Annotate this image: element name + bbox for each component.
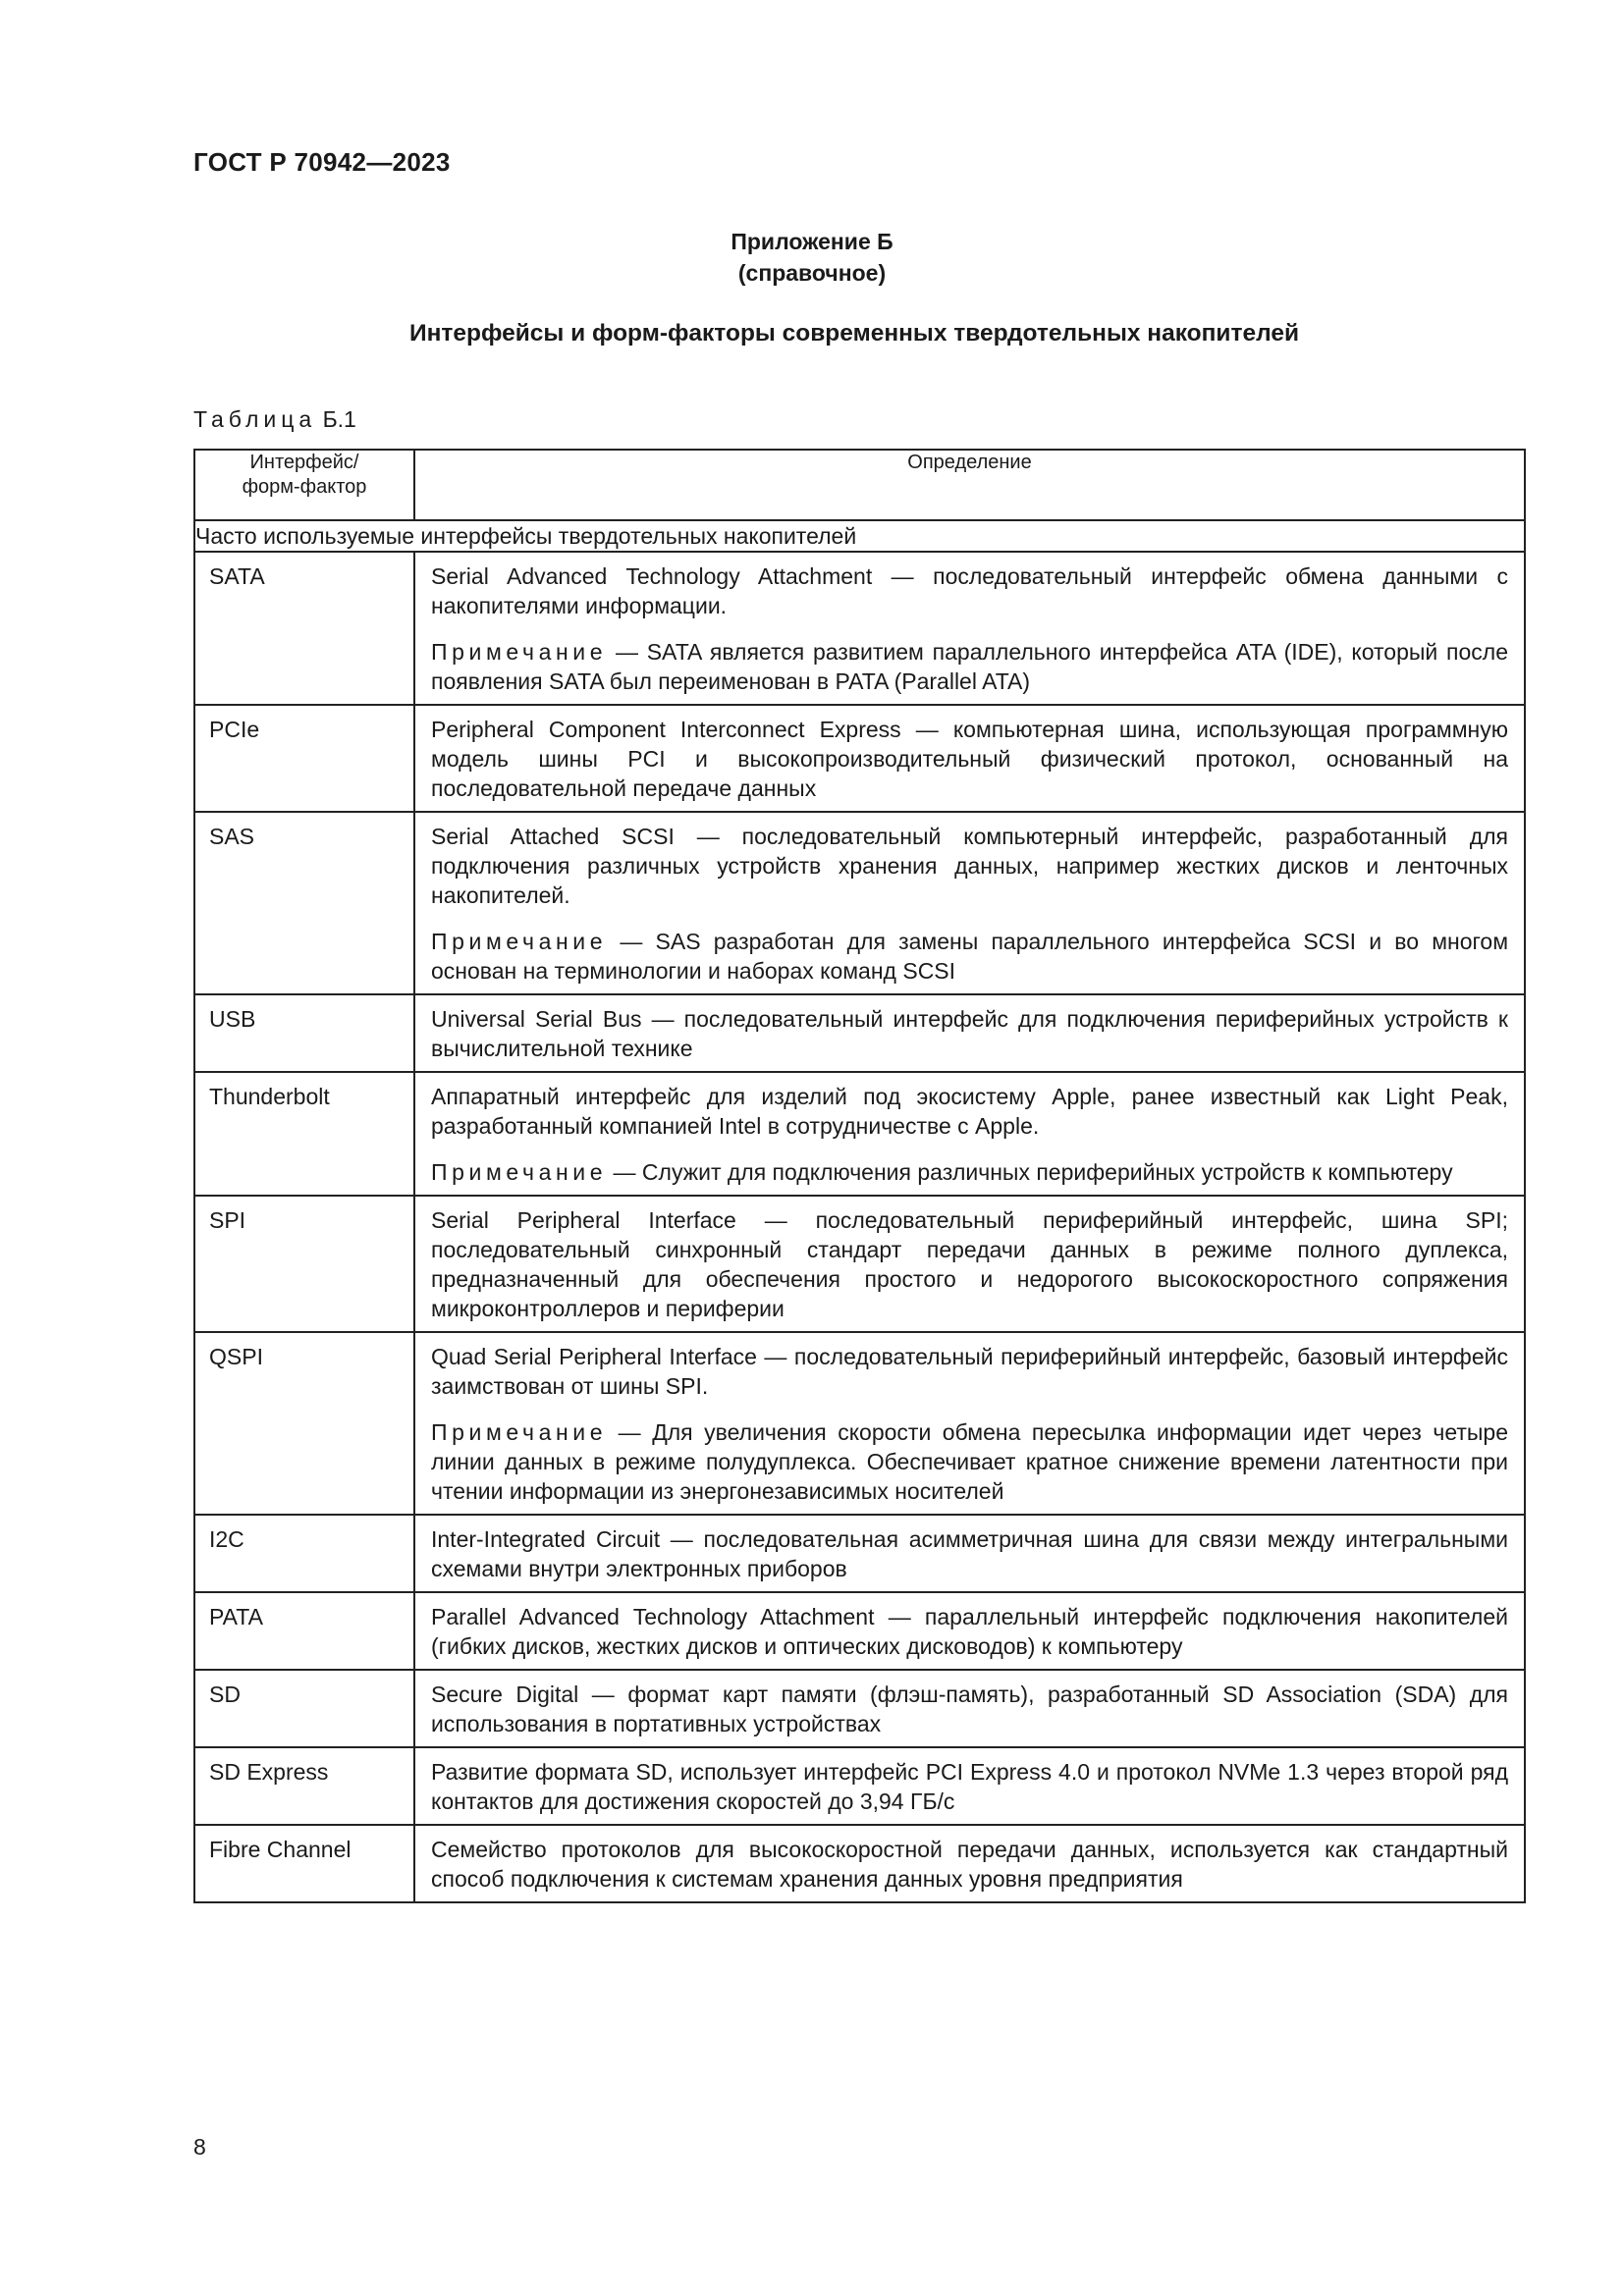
page-number: 8 bbox=[193, 2134, 206, 2160]
table-caption-word: Таблица bbox=[193, 406, 317, 432]
definition-text: Serial Attached SCSI — последовательный компьютерный интерфейс, разработанный для подключения различных устройств хранения данных, например жестких дисков и ленточных накопителей. bbox=[431, 824, 1508, 908]
section-label: Часто используемые интерфейсы твердотельных накопителей bbox=[194, 520, 1525, 552]
row-definition bbox=[414, 1592, 1525, 1670]
table-row bbox=[194, 1670, 1525, 1747]
appendix-type: (справочное) bbox=[737, 260, 887, 286]
row-term: USB bbox=[194, 994, 414, 1072]
row-definition bbox=[414, 812, 1525, 994]
row-term: Thunderbolt bbox=[194, 1072, 414, 1196]
definition-text: Serial Peripheral Interface — последовательный периферийный интерфейс, шина SPI; последовательный синхронный стандарт передачи данных в режиме полного дуплекса, предназначенный для обеспечения простого и недорогого высокоскоростного сопряжения микроконтроллеров и периферии bbox=[431, 1207, 1508, 1321]
row-definition bbox=[414, 1332, 1525, 1515]
row-definition bbox=[414, 1072, 1525, 1196]
note-label: Примечание bbox=[431, 1159, 608, 1185]
table-caption bbox=[193, 406, 356, 433]
table-caption-number: Б.1 bbox=[322, 406, 356, 432]
column-header-definition: Определение bbox=[414, 450, 1525, 520]
definition-text: Peripheral Component Interconnect Express — компьютерная шина, использующая программную модель шины PCI и высокопроизводительный физический протокол, основанный на последовательной передаче данных bbox=[431, 717, 1508, 801]
row-definition bbox=[414, 994, 1525, 1072]
note-label: Примечание bbox=[431, 1419, 608, 1445]
row-term: SD Express bbox=[194, 1747, 414, 1825]
definition-text: Quad Serial Peripheral Interface — последовательный периферийный интерфейс, базовый интерфейс заимствован от шины SPI. bbox=[431, 1344, 1508, 1399]
note-text: — SAS разработан для замены параллельного интерфейса SCSI и во многом основан на терминологии и наборах команд SCSI bbox=[431, 929, 1509, 984]
note-label: Примечание bbox=[431, 639, 608, 665]
note-text: — Служит для подключения различных периферийных устройств к компьютеру bbox=[613, 1159, 1453, 1185]
row-term: I2C bbox=[194, 1515, 414, 1592]
table-row bbox=[194, 552, 1525, 705]
definition-text: Secure Digital — формат карт памяти (флэш-память), разработанный SD Association (SDA) для использования в портативных устройствах bbox=[431, 1682, 1508, 1736]
table-row bbox=[194, 812, 1525, 994]
table-row bbox=[194, 994, 1525, 1072]
row-term: SAS bbox=[194, 812, 414, 994]
definition-text: Universal Serial Bus — последовательный интерфейс для подключения периферийных устройств к вычислительной технике bbox=[431, 1006, 1508, 1061]
table-row bbox=[194, 1825, 1525, 1902]
appendix-title: Интерфейсы и форм-факторы современных твердотельных накопителей bbox=[408, 320, 1300, 347]
definition-text: Inter-Integrated Circuit — последовательная асимметричная шина для связи между интегральными схемами внутри электронных приборов bbox=[431, 1526, 1508, 1581]
definition-text: Аппаратный интерфейс для изделий под экосистему Apple, ранее известный как Light Peak, разработанный компанией Intel в сотрудничестве с Apple. bbox=[431, 1084, 1508, 1139]
table-section-row bbox=[194, 520, 1525, 552]
row-note bbox=[431, 1417, 1508, 1506]
table-row bbox=[194, 705, 1525, 812]
row-note bbox=[431, 927, 1508, 986]
row-term: PATA bbox=[194, 1592, 414, 1670]
row-term: SPI bbox=[194, 1196, 414, 1332]
row-definition bbox=[414, 1747, 1525, 1825]
row-term: SD bbox=[194, 1670, 414, 1747]
note-text: — SATA является развитием параллельного интерфейса ATA (IDE), который после появления SATA был переименован в PATA (Parallel ATA) bbox=[431, 639, 1508, 694]
row-definition bbox=[414, 552, 1525, 705]
table-row bbox=[194, 1196, 1525, 1332]
definition-text: Parallel Advanced Technology Attachment — параллельный интерфейс подключения накопителей (гибких дисков, жестких дисков и оптических дисководов) к компьютеру bbox=[431, 1604, 1508, 1659]
table-row bbox=[194, 1332, 1525, 1515]
note-label: Примечание bbox=[431, 929, 608, 954]
appendix-label: Приложение Б bbox=[731, 229, 893, 254]
definition-text: Семейство протоколов для высокоскоростной передачи данных, используется как стандартный способ подключения к системам хранения данных уровня предприятия bbox=[431, 1837, 1508, 1892]
row-definition bbox=[414, 1670, 1525, 1747]
row-note bbox=[431, 637, 1508, 696]
table-row bbox=[194, 1515, 1525, 1592]
row-definition bbox=[414, 1515, 1525, 1592]
row-term: PCIe bbox=[194, 705, 414, 812]
definition-text: Развитие формата SD, использует интерфейс PCI Express 4.0 и протокол NVMe 1.3 через второй ряд контактов для достижения скоростей до 3,94 ГБ/с bbox=[431, 1759, 1508, 1814]
table-row bbox=[194, 1747, 1525, 1825]
table-row bbox=[194, 1592, 1525, 1670]
appendix-heading bbox=[0, 226, 1624, 289]
row-note bbox=[431, 1157, 1508, 1187]
row-definition bbox=[414, 1196, 1525, 1332]
row-definition bbox=[414, 1825, 1525, 1902]
table-header-row bbox=[194, 450, 1525, 520]
note-text: — Для увеличения скорости обмена пересылка информации идет через четыре линии данных в режиме полудуплекса. Обеспечивает кратное снижение времени латентности при чтении информации из энергонезависимых носителей bbox=[431, 1419, 1509, 1504]
row-definition bbox=[414, 705, 1525, 812]
column-header-interface: Интерфейс/ форм-фактор bbox=[194, 450, 414, 520]
table-row bbox=[194, 1072, 1525, 1196]
row-term: SATA bbox=[194, 552, 414, 705]
document-code: ГОСТ Р 70942—2023 bbox=[193, 147, 451, 177]
row-term: Fibre Channel bbox=[194, 1825, 414, 1902]
definition-text: Serial Advanced Technology Attachment — последовательный интерфейс обмена данными с накопителями информации. bbox=[431, 563, 1508, 618]
interfaces-table bbox=[193, 449, 1526, 1903]
row-term: QSPI bbox=[194, 1332, 414, 1515]
